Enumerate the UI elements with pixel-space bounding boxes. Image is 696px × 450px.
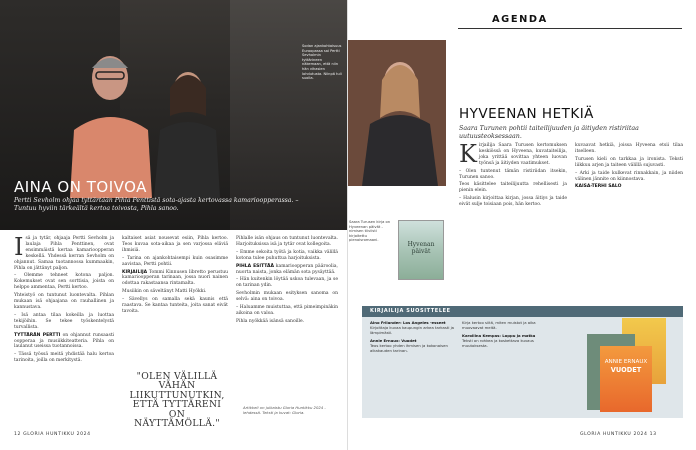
- book-title: Hyvenan päivät: [407, 241, 435, 255]
- byline: KAISA-TERHI SALO: [575, 184, 622, 190]
- cover-photo: [0, 0, 348, 230]
- article-column-1: [14, 233, 115, 366]
- paragraph: kaltaiset asiat nousevat esiin, Pihla kertoo. Teos kuvaa sota-aikaa ja sen varjossa eläviä ihmisiä.: [122, 236, 228, 253]
- section-rule: [458, 28, 682, 29]
- paragraph: Musiikin on säveltänyt Matti Hyökki.: [122, 289, 207, 295]
- recommendations-heading: KIRJAILIJA SUOSITTELEE: [362, 306, 683, 317]
- book-cover-ernaux: [600, 346, 652, 412]
- paragraph: Pihlalle isän ohjaus on tuntunut luontevalta. Harjoituksissa isä ja tytär ovat kollegoita.: [236, 236, 338, 247]
- paragraph: Sevholmin mukaan esityksen sanoma on selvä: aina on toivoa.: [236, 291, 338, 303]
- paragraph: kuvaavat hetkiä, joissa Hyveena etsii tilaa itselleen.: [575, 143, 683, 154]
- section-label: AGENDA: [492, 14, 548, 25]
- article-credits: Artikkeli on julkaistu Gloria Huntikku 2024 -lehdessä. Teksti ja kuvat: Gloria.: [243, 405, 326, 415]
- paragraph: irjailija Saara Turusen kertomuksen keskiössä on Hyveena, kuvataiteilija, joka yrittää sovittaa yhteen luovan työnsä ja äitiyden vaatimukset.: [478, 143, 567, 166]
- dropcap: I: [14, 233, 24, 261]
- reco-text: Teksti on rohkea ja koskettava kuvaus muutoksesta.: [462, 337, 534, 348]
- right-article-lead: Saara Turunen pohtii taiteilijuuden ja äitiyden ristiriitaa uutuusteoksessaan.: [459, 125, 639, 140]
- article-lead: Pertti Sevholm ohjaa tyttärtään Pihla Penttistä sota-ajasta kertovassa kamarioopperassa. – Tuntuu hyviin tärkeältä kertoa toivosta, Pihla sanoo.: [14, 197, 299, 212]
- paragraph: – Olen tuntenut tämän ristiriidan itsekin, Turunen sanoo.: [459, 168, 567, 180]
- reco-book-title: Aino Frilander: Los Angeles -esseet: [370, 320, 446, 325]
- paragraph: Turusen kieli on tarkkaa ja ironista. Teksti liikkuu arjen ja taiteen välillä sujuvasti.: [575, 156, 683, 168]
- reco-text: Kirjoittaja kuvaa kaupungin arkea tarkasti ja lämpimästi.: [370, 324, 454, 335]
- paragraph: – Hän kuitenkin löytää uskoa tulevaan, ja se on tarinan ydin.: [236, 277, 338, 289]
- paragraph: – Tässä työssä meitä yhdistää halu kertoa tarinoita, joilla on merkitystä.: [14, 352, 114, 364]
- article-column-2: [122, 236, 228, 317]
- paragraph: – Arki ja taide kulkevat rinnakkain, ja niiden välinen jännite on kiinnostava.: [575, 170, 683, 182]
- subheading: TYTTÄRÄN PERTTI: [14, 332, 61, 338]
- paragraph: – Sävellys on samalla sekä kaunis että raastava. Se kantaa tunteita, joita sanat eivät tavoita.: [122, 297, 228, 314]
- recommendations-box: [362, 306, 683, 418]
- paragraph: Teos käsittelee taiteilijuutta rehellisesti ja pienin elein.: [459, 182, 567, 194]
- reco-text: Teos kertoo yhden ihmisen ja kokonaisen aikakauden tarinan.: [370, 342, 448, 353]
- right-column-1: [459, 140, 567, 210]
- paragraph: – Haluamme muistuttaa, että pimeimpinäkin aikoina on valoa.: [236, 305, 338, 316]
- recommendations-column-1: [370, 321, 456, 356]
- paragraph: kamarioopperan pääroolia, nuorta naista, jonka elämän sota pysäyttää.: [236, 263, 338, 275]
- book-title: VUODET: [610, 366, 642, 374]
- paragraph: – Tarina on ajankohtaisempi kuin osasimme aavistaa, Pertti pohtii.: [122, 255, 228, 267]
- paragraph: – Halusin kirjoittaa kirjan, jossa äitiys ja taide eivät sulje toisiaan pois, hän kertoo.: [459, 196, 567, 208]
- reco-text: Kirja kertoo siitä, miten muistot ja aika muovaavat meitä.: [462, 320, 536, 330]
- book-cover: [398, 220, 444, 280]
- book-author: ANNIE ERNAUX: [604, 359, 648, 365]
- paragraph: Yhteistyö on tuntunut luontevalta. Pihlan mukaan isä ohjaajana on rauhallinen ja kannustava.: [14, 293, 114, 310]
- reco-book-title: Annie Ernaux: Vuodet: [370, 337, 417, 343]
- right-column-2: [575, 143, 683, 192]
- subheading: KIRJAILIJA: [122, 269, 148, 275]
- paragraph: Tommi Kinnusen libretto perustuu kamarioopperan tarinaan, jossa nuori nainen odottaa rakastaansa rintamalta.: [122, 269, 228, 287]
- photo-background-right: [230, 0, 348, 230]
- author-figure: [348, 40, 446, 186]
- photo-caption: Sodan ajankohtaisuus Euroopassa sai Pertti Sevholmin tyttärineen näkemaan, että niin hän vihasien lohdutusta. Niinpä tuli suolla.: [302, 44, 342, 81]
- subheading: PIHLA ESITTÄÄ: [236, 263, 274, 269]
- pull-quote: "OLEN VÄLILLÄ VÄHÄN LIIKUTTUNUTKIN, ETTÄ TYTTÄRENI ON NÄYTTÄMÖLLÄ.": [129, 371, 225, 430]
- article-title: AINA ON TOIVOA: [14, 178, 147, 196]
- dropcap: K: [459, 140, 477, 168]
- photo-figures: [70, 38, 220, 198]
- author-photo: [348, 40, 446, 186]
- paragraph: Pihla nyökkää isänsä sanoille.: [236, 318, 305, 324]
- book-caption: Saara Turusen kirja on Hyveenan päivät -nimisen tiiviisti kirjoitettu pienoisromaani.: [349, 220, 391, 243]
- right-article-title: HYVEENAN HETKIÄ: [459, 106, 594, 122]
- paragraph: – Emme sekoita työtä ja kotia, vaikka välillä kotona tulee puhuttua harjoituksista.: [236, 249, 338, 261]
- recommendations-column-2: [462, 321, 548, 352]
- page-footer-right: GLORIA HUNTIKKU 2024 13: [580, 432, 657, 437]
- reco-book-title: Karoliina Kempas: Loppu ja matka: [462, 332, 536, 338]
- paragraph: – Olemme tehneet kotona paljon. Kokemukset ovat sen sorttisia, joista on helppo ammentaa, Pertti kertoo.: [14, 273, 114, 291]
- paragraph: – Isä antaa tilaa kokeilla ja luottaa tekijöihin. Se tekee työskentelystä turvallista.: [14, 312, 114, 330]
- paragraph: on ohjannut runsaasti oopperaa ja musiikkiteatteria. Pihla on laulanut useissa tuotannoissa.: [14, 332, 115, 350]
- page-footer-left: 12 GLORIA HUNTIKKU 2024: [14, 432, 91, 437]
- paragraph: sä ja tytär, ohjaaja Pertti Sevholm ja laulaja Pihla Penttinen, ovat ensimmäistä kertaa kamarioopperan keskellä. Yhdessä kerran Sevholm on ohjannut. Samaa tuotannossa kummaakin, Pihla on jättänyt paljon.: [14, 236, 114, 271]
- article-column-3: [236, 236, 338, 327]
